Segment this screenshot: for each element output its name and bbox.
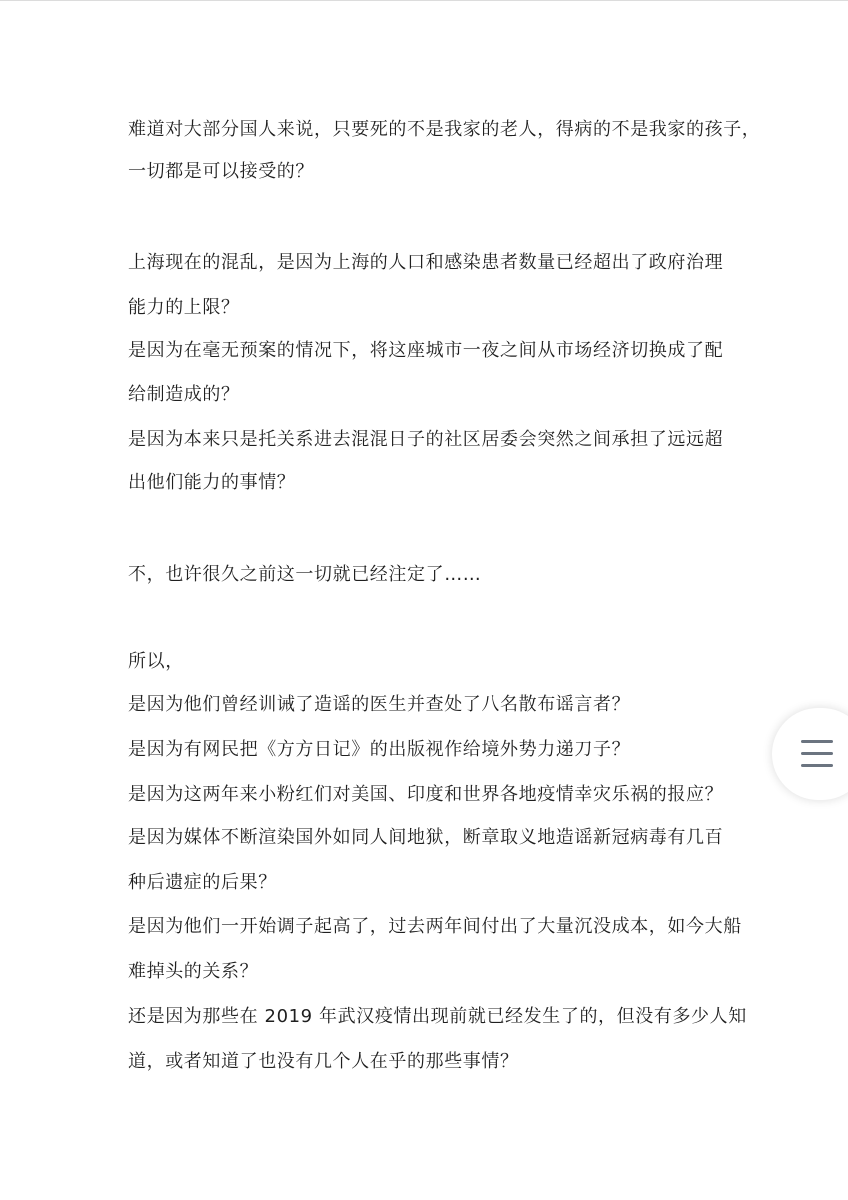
paragraph-line: 是因为有网民把《方方日记》的出版视作给境外势力递刀子？ xyxy=(128,739,631,760)
paragraph-line: 是因为在毫无预案的情况下，将这座城市一夜之间从市场经济切换成了配 xyxy=(128,340,724,361)
paragraph-line: 还是因为那些在 2019 年武汉疫情出现前就已经发生了的，但没有多少人知 xyxy=(128,1006,747,1027)
paragraph-line: 是因为这两年来小粉红们对美国、印度和世界各地疫情幸灾乐祸的报应？ xyxy=(128,784,724,805)
paragraph-line: 是因为本来只是托关系进去混混日子的社区居委会突然之间承担了远远超 xyxy=(128,429,724,450)
paragraph-line: 难掉头的关系？ xyxy=(128,961,259,982)
paragraph-line: 所以， xyxy=(128,651,184,672)
paragraph-line: 难道对大部分国人来说，只要死的不是我家的老人，得病的不是我家的孩子， xyxy=(128,119,761,140)
hamburger-menu-icon xyxy=(801,740,833,768)
top-divider xyxy=(0,0,848,1)
paragraph-line: 是因为他们一开始调子起高了，过去两年间付出了大量沉没成本，如今大船 xyxy=(128,916,742,937)
paragraph-line: 是因为他们曾经训诫了造谣的医生并查处了八名散布谣言者？ xyxy=(128,694,631,715)
paragraph-line: 道，或者知道了也没有几个人在乎的那些事情？ xyxy=(128,1051,519,1072)
paragraph-line: 是因为媒体不断渲染国外如同人间地狱，断章取义地造谣新冠病毒有几百 xyxy=(128,827,724,848)
paragraph-line: 给制造成的？ xyxy=(128,384,240,405)
floating-menu-button[interactable] xyxy=(772,708,848,800)
paragraph-line: 上海现在的混乱，是因为上海的人口和感染患者数量已经超出了政府治理 xyxy=(128,252,724,273)
paragraph-line: 种后遗症的后果？ xyxy=(128,872,277,893)
paragraph-line: 不，也许很久之前这一切就已经注定了…… xyxy=(128,564,482,585)
paragraph-line: 能力的上限？ xyxy=(128,297,240,318)
paragraph-line: 出他们能力的事情？ xyxy=(128,472,296,493)
paragraph-line: 一切都是可以接受的？ xyxy=(128,161,314,182)
